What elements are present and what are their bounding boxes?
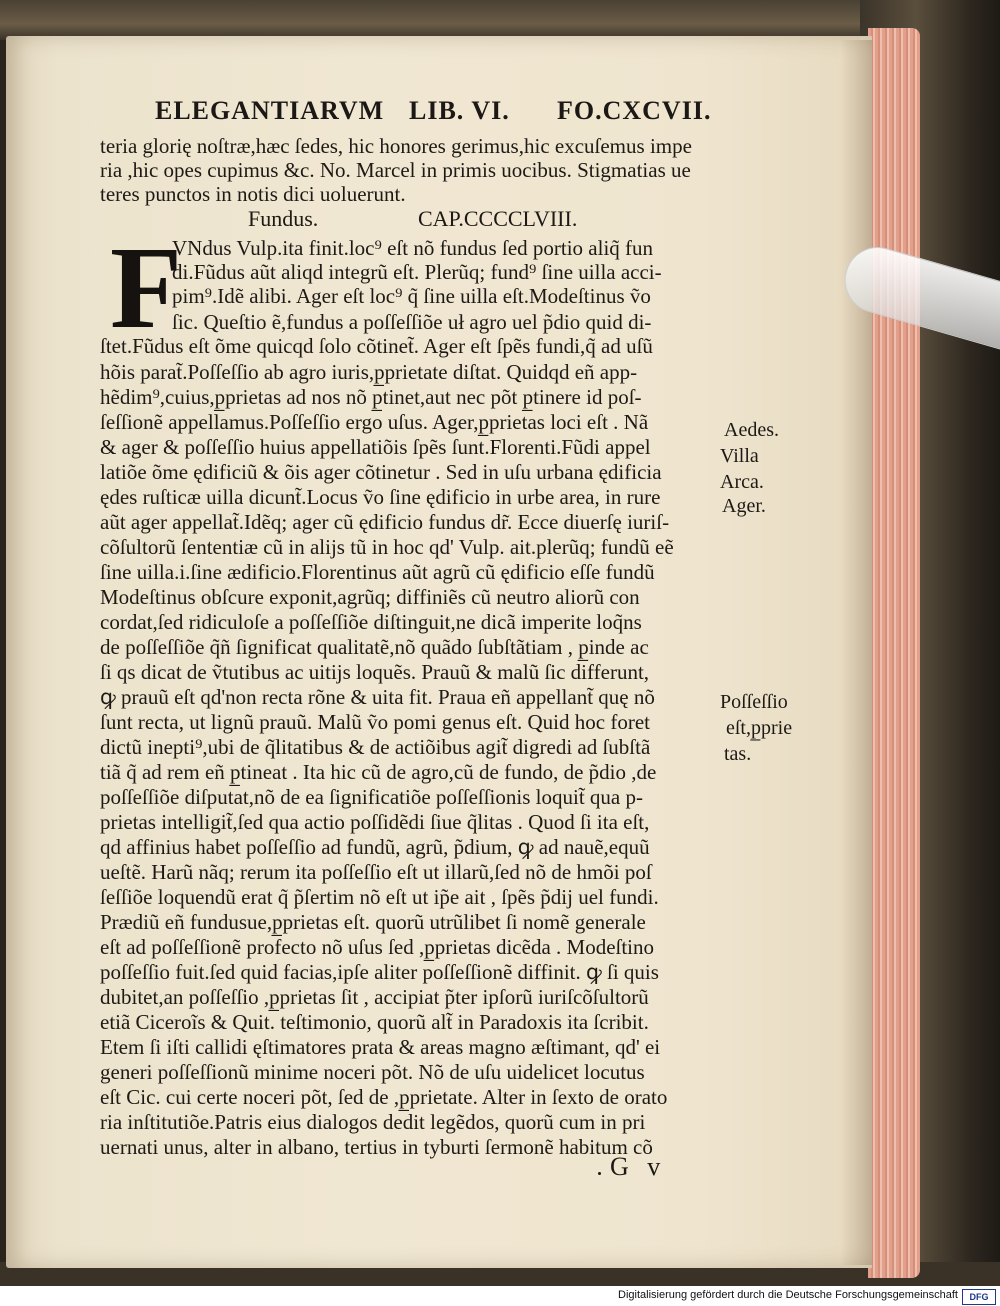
margin-note-ager: Ager. (722, 495, 766, 517)
text-line: poſſeſſiõe diſputat,nõ de ea ſignificatiõe poſſeſſionis loquit̃ qua p- (100, 785, 643, 809)
text-line: ſeſſiõe loquendũ erat q̃ p̃ſertim nõ eſt ut ip̃e ait , ſpẽs p̃dij uel fundi. (100, 885, 659, 909)
text-line: Prædiũ eñ fundusue,p̲prietas eſt. quorũ utrũlibet ſi nomẽ generale (100, 910, 646, 934)
text-line: eſt ad poſſeſſionẽ profecto nõ uſus ſed ,p̲prietas dicẽda . Modeſtino (100, 935, 655, 959)
text-line: ꝙ prauũ eſt qd'non recta rõne & uita fit. Praua eñ appellant̃ quę nõ (100, 685, 655, 709)
text-line: latiõe õme ędificiũ & õis ager cõtinetur . Sed in uſu urbana ędificia (100, 460, 662, 484)
running-head (155, 96, 715, 136)
chapter-number: CAP.CCCCLVIII. (418, 206, 578, 231)
page-stack-edge (868, 28, 920, 1278)
text-line: di.Fũdus aũt aliqd integrũ eſt. Plerũq; fund⁹ ſine uilla acci- (172, 260, 662, 284)
text-line: dictũ inepti⁹,ubi de q̃litatibus & de actiõibus agit̃ digredi ad ſubſtã (100, 735, 651, 759)
margin-note-possessio-2: eſt,p̲prie (726, 717, 793, 739)
text-line: ria inſtitutiõe.Patris eius dialogos dedit legẽdos, quorũ cum in pri (100, 1110, 646, 1134)
text-line: ſtet.Fũdus eſt õme quicqd ſolo cõtinet̃. Ager eſt ſpẽs fundi,q̃ ad uſũ (100, 334, 653, 358)
book-cover-top (0, 0, 1000, 40)
text-line: teria glorię noſtræ,hæc ſedes, hic honores gerimus,hic excuſemus impe (100, 134, 692, 158)
signature-dot (598, 1172, 601, 1175)
text-line: etiã Ciceroĩs & Quit. teſtimonio, quorũ alt̃ in Paradoxis ita ſcribit. (100, 1010, 649, 1034)
chapter-title: Fundus. (248, 206, 319, 231)
text-line: uernati unus, alter in albano, tertius in tyburti ſermonẽ habitum cõ (100, 1135, 653, 1159)
text-line: ſine uilla.i.ſine ædificio.Florentinus aũt agrũ cũ ędificio eſſe fundũ (100, 560, 655, 584)
text-line: tiã q̃ ad rem eñ p̲tineat . Ita hic cũ de agro,cũ de fundo, de p̃dio ,de (100, 760, 657, 784)
drop-capital: F (110, 222, 183, 353)
text-line: dubitet,an poſſeſſio ,p̲prietas ſit , accipiat p̃ter ipſorũ iuriſcõſultorũ (100, 985, 649, 1009)
text-line: Etem ſi iſti callidi ęſtimatores prata & areas magno æſtimant, qd' ei (100, 1035, 661, 1059)
text-line: hẽdim⁹,cuius,p̲prietas ad nos nõ p̲tinet,aut nec põt p̲tinere id poſ- (100, 385, 642, 409)
running-head-folio: FO.CXCVII. (557, 96, 712, 125)
text-line: ędes ruſticæ uilla dicunt̃.Locus ṽo ſine ędificio in urbe area, in rure (100, 485, 661, 509)
signature-mark: G v (610, 1152, 667, 1181)
text-line: aũt ager appellat̃.Idẽq; ager cũ ędificio fundus dr̃. Ecce diuerſę iuriſ- (100, 510, 670, 534)
margin-note-possessio: Poſſeſſio (720, 691, 788, 713)
margin-note-possessio-3: tas. (724, 743, 752, 765)
margin-note-villa: Villa (720, 445, 759, 467)
running-head-title: ELEGANTIARVM (155, 96, 385, 125)
text-line: poſſeſſio fuit.ſed quid facias,ipſe aliter poſſeſſionẽ diffinit. ꝙ ſi quis (100, 960, 659, 984)
footer-bar (0, 1286, 1000, 1306)
text-line: ria ,hic opes cupimus &c. No. Marcel in primis uocibus. Stigmatias ue (100, 158, 691, 182)
text-line: generi poſſeſſionũ minime noceri põt. Nõ de uſu uidelicet locutus (100, 1060, 645, 1084)
text-line: prietas intelligit̃,ſed qua actio poſſidẽdi ſiue q̃litas . Quod ſi ita eſt, (100, 810, 650, 834)
text-line: qd affinius habet poſſeſſio ad fundũ, agrũ, p̃dium, ꝙ ad nauẽ,equũ (100, 835, 650, 859)
text-line: VNdus Vulp.ita finit.loc⁹ eſt nõ fundus ſed portio aliq̃ fun (172, 236, 654, 260)
text-line: hõis parat̃.Poſſeſſio ab agro iuris,p̲prietate diſtat. Quidqd eñ app- (100, 360, 638, 384)
text-line: pim⁹.Idẽ alibi. Ager eſt loc⁹ q̃ ſine uilla eſt.Modeſtinus ṽo (172, 284, 651, 308)
footer-credit: Digitalisierung gefördert durch die Deutsche Forschungsgemeinschaft (618, 1289, 958, 1301)
running-head-book: LIB. VI. (409, 96, 510, 125)
margin-note-aedes: Aedes. (724, 419, 779, 441)
text-line: ſeſſionẽ appellamus.Poſſeſſio ergo uſus. Ager,p̲prietas loci eſt . Nã (100, 410, 649, 434)
text-line: & ager & poſſeſſio huius appellatiõis ſpẽs ſunt.Florenti.Fũdi appel (100, 435, 651, 459)
text-line: ueſtẽ. Harũ nãq; rerum ita poſſeſſio eſt ut illarũ,ſed nõ de hmõi poſ (100, 860, 652, 884)
text-line: de poſſeſſiõe q̃ñ ſignificat qualitatẽ,nõ quãdo ſubſtãtiam , p̲inde ac (100, 635, 649, 659)
margin-note-arca: Arca. (720, 471, 764, 493)
text-line: cõſultorũ ſententiæ cũ in alijs tũ in hoc qd' Vulp. ait.plerũq; fundũ eẽ (100, 535, 674, 559)
text-line: cordat,ſed ridiculoſe a poſſeſſiõe diſtinguit,ne dicã imperite loq̃ns (100, 610, 642, 634)
text-line: eſt Cic. cui certe noceri põt, ſed de ,p̲prietate. Alter in ſexto de orato (100, 1085, 668, 1109)
text-line: Modeſtinus obſcure exponit,agrũq; diffiniẽs cũ neutro aliorũ con (100, 585, 640, 609)
text-line: ſic. Queſtio ẽ,fundus a poſſeſſiõe uł agro uel p̃dio quid di- (172, 310, 652, 334)
dfg-logo: DFG (962, 1289, 996, 1305)
text-line: ſi qs dicat de ṽtutibus ac uitijs loquẽs. Prauũ & malũ ſic differunt, (100, 660, 650, 684)
text-line: teres punctos in notis dici uoluerunt. (100, 182, 406, 206)
text-line: ſunt recta, ut lignũ prauũ. Malũ ṽo pomi genus eſt. Quid hoc foret (100, 710, 650, 734)
